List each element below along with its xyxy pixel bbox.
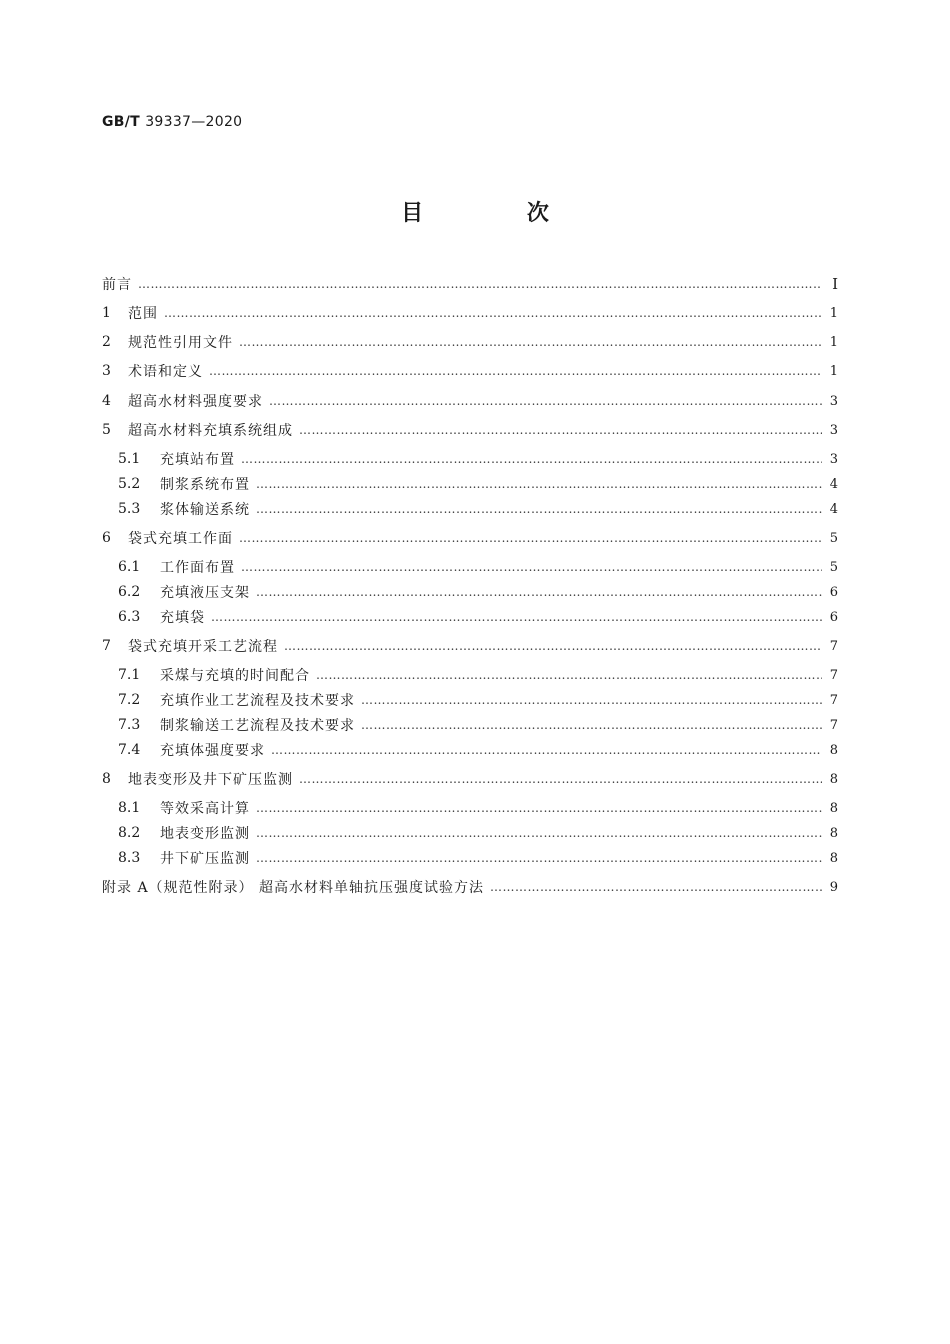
toc-entry-annex-a[interactable] [102, 875, 838, 899]
toc-entry-number: 6.3 [118, 609, 141, 625]
toc-entry-page: 8 [829, 742, 838, 758]
toc-subentry[interactable] [118, 447, 838, 471]
toc-entry-title: 超高水材料强度要求 [128, 394, 263, 410]
toc-leader-dots [164, 306, 822, 320]
toc-subentry[interactable] [118, 821, 838, 845]
toc-leader-dots [256, 585, 822, 599]
toc-entry-number: 6.1 [118, 559, 141, 575]
toc-entry-title: 超高水材料充填系统组成 [128, 423, 293, 439]
toc-entry-title: 充填体强度要求 [160, 743, 265, 759]
toc-entry-number: 6 [102, 530, 111, 546]
toc-subentry[interactable] [118, 713, 838, 737]
toc-leader-dots [241, 560, 822, 574]
toc-leader-dots [361, 693, 822, 707]
toc-entry-page: 8 [829, 850, 838, 866]
toc-subentry[interactable] [118, 497, 838, 521]
toc-entry-page: I [832, 275, 838, 293]
toc-entry-page: 3 [829, 422, 838, 438]
toc-entry-title: 规范性引用文件 [128, 335, 233, 351]
toc-entry-page: 4 [829, 501, 838, 517]
toc-entry-number: 1 [102, 305, 111, 321]
toc-entry-title: 浆体输送系统 [160, 502, 250, 518]
toc-entry[interactable] [102, 301, 838, 325]
toc-entry-number: 3 [102, 363, 111, 379]
toc-entry-page: 7 [829, 692, 838, 708]
toc-leader-dots [271, 743, 822, 757]
toc-subentry[interactable] [118, 846, 838, 870]
toc-entry-title: 充填液压支架 [160, 585, 250, 601]
toc-entry-number: 8.3 [118, 850, 141, 866]
toc-leader-dots [299, 772, 822, 786]
toc-entry-page: 3 [829, 393, 838, 409]
toc-entry-title: 井下矿压监测 [160, 851, 250, 867]
toc-subentry[interactable] [118, 738, 838, 762]
standard-prefix: GB/T [102, 114, 141, 130]
toc-entry-number: 7.1 [118, 667, 141, 683]
standard-number: 39337—2020 [145, 114, 243, 130]
toc-entry[interactable] [102, 634, 838, 658]
toc-entry-page: 5 [829, 559, 838, 575]
toc-leader-dots [241, 452, 822, 466]
toc-entry-title: 地表变形及井下矿压监测 [128, 772, 293, 788]
toc-entry-page: 7 [829, 717, 838, 733]
toc-entry-number: 8.1 [118, 800, 141, 816]
toc-leader-dots [284, 639, 822, 653]
toc-entry-number: 4 [102, 393, 111, 409]
toc-leader-dots [256, 477, 822, 491]
toc-entry[interactable] [102, 330, 838, 354]
toc-entry-number: 2 [102, 334, 111, 350]
toc-leader-dots [316, 668, 822, 682]
toc-entry-title: 充填袋 [160, 610, 205, 626]
toc-title: 目 次 [401, 201, 597, 226]
toc-entry-title: 采煤与充填的时间配合 [160, 668, 310, 684]
toc-entry-number: 5.1 [118, 451, 141, 467]
toc-leader-dots [361, 718, 822, 732]
toc-leader-dots [256, 502, 822, 516]
toc-subentry[interactable] [118, 555, 838, 579]
toc-leader-dots [490, 880, 822, 894]
toc-leader-dots [209, 364, 822, 378]
toc-leader-dots [239, 335, 822, 349]
toc-leader-dots [256, 826, 822, 840]
toc-entry-title: 前言 [102, 277, 132, 293]
toc-leader-dots [256, 801, 822, 815]
toc-entry-page: 6 [829, 609, 838, 625]
toc-entry-number: 5.3 [118, 501, 141, 517]
toc-entry-title: 附录 A（规范性附录） 超高水材料单轴抗压强度试验方法 [102, 880, 485, 896]
toc-entry-page: 1 [829, 305, 838, 321]
toc-subentry[interactable] [118, 688, 838, 712]
toc-subentry[interactable] [118, 796, 838, 820]
toc-entry-title: 范围 [128, 306, 158, 322]
toc-leader-dots [211, 610, 822, 624]
toc-leader-dots [138, 277, 822, 291]
toc-entry-page: 1 [829, 334, 838, 350]
toc-entry-number: 7 [102, 638, 111, 654]
toc-entry-page: 1 [829, 363, 838, 379]
toc-subentry[interactable] [118, 605, 838, 629]
toc-subentry[interactable] [118, 472, 838, 496]
toc-entry-title: 充填作业工艺流程及技术要求 [160, 693, 355, 709]
toc-entry-page: 5 [829, 530, 838, 546]
toc-entry-number: 5 [102, 422, 111, 438]
toc-entry-title: 袋式充填开采工艺流程 [128, 639, 278, 655]
toc-leader-dots [269, 394, 822, 408]
toc-entry-number: 8 [102, 771, 111, 787]
toc-entry-page: 7 [829, 667, 838, 683]
toc-entry-title: 等效采高计算 [160, 801, 250, 817]
toc-entry[interactable] [102, 389, 838, 413]
toc-subentry[interactable] [118, 663, 838, 687]
toc-entry-title: 制浆系统布置 [160, 477, 250, 493]
toc-entry-title: 袋式充填工作面 [128, 531, 233, 547]
toc-entry-foreword[interactable] [102, 272, 838, 296]
toc-entry-page: 8 [829, 800, 838, 816]
toc-entry-number: 7.2 [118, 692, 141, 708]
standard-code [102, 114, 242, 130]
toc-entry-title: 地表变形监测 [160, 826, 250, 842]
toc-entry-title: 术语和定义 [128, 364, 203, 380]
toc-entry-page: 6 [829, 584, 838, 600]
toc-entry-page: 9 [829, 879, 838, 895]
toc-leader-dots [299, 423, 822, 437]
toc-entry-number: 5.2 [118, 476, 141, 492]
toc-leader-dots [256, 851, 822, 865]
toc-entry[interactable] [102, 767, 838, 791]
toc-entry-number: 6.2 [118, 584, 141, 600]
toc-leader-dots [239, 531, 822, 545]
toc-entry-page: 7 [829, 638, 838, 654]
toc-entry-page: 4 [829, 476, 838, 492]
toc-entry-page: 3 [829, 451, 838, 467]
toc-entry[interactable] [102, 526, 838, 550]
toc-entry-number: 8.2 [118, 825, 141, 841]
toc-entry[interactable] [102, 418, 838, 442]
toc-subentry[interactable] [118, 580, 838, 604]
toc-entry-page: 8 [829, 771, 838, 787]
toc-entry-page: 8 [829, 825, 838, 841]
toc-entry-title: 制浆输送工艺流程及技术要求 [160, 718, 355, 734]
toc-entry-title: 工作面布置 [160, 560, 235, 576]
toc-entry[interactable] [102, 359, 838, 383]
toc-entry-title: 充填站布置 [160, 452, 235, 468]
toc-entry-number: 7.3 [118, 717, 141, 733]
toc-entry-number: 7.4 [118, 742, 141, 758]
